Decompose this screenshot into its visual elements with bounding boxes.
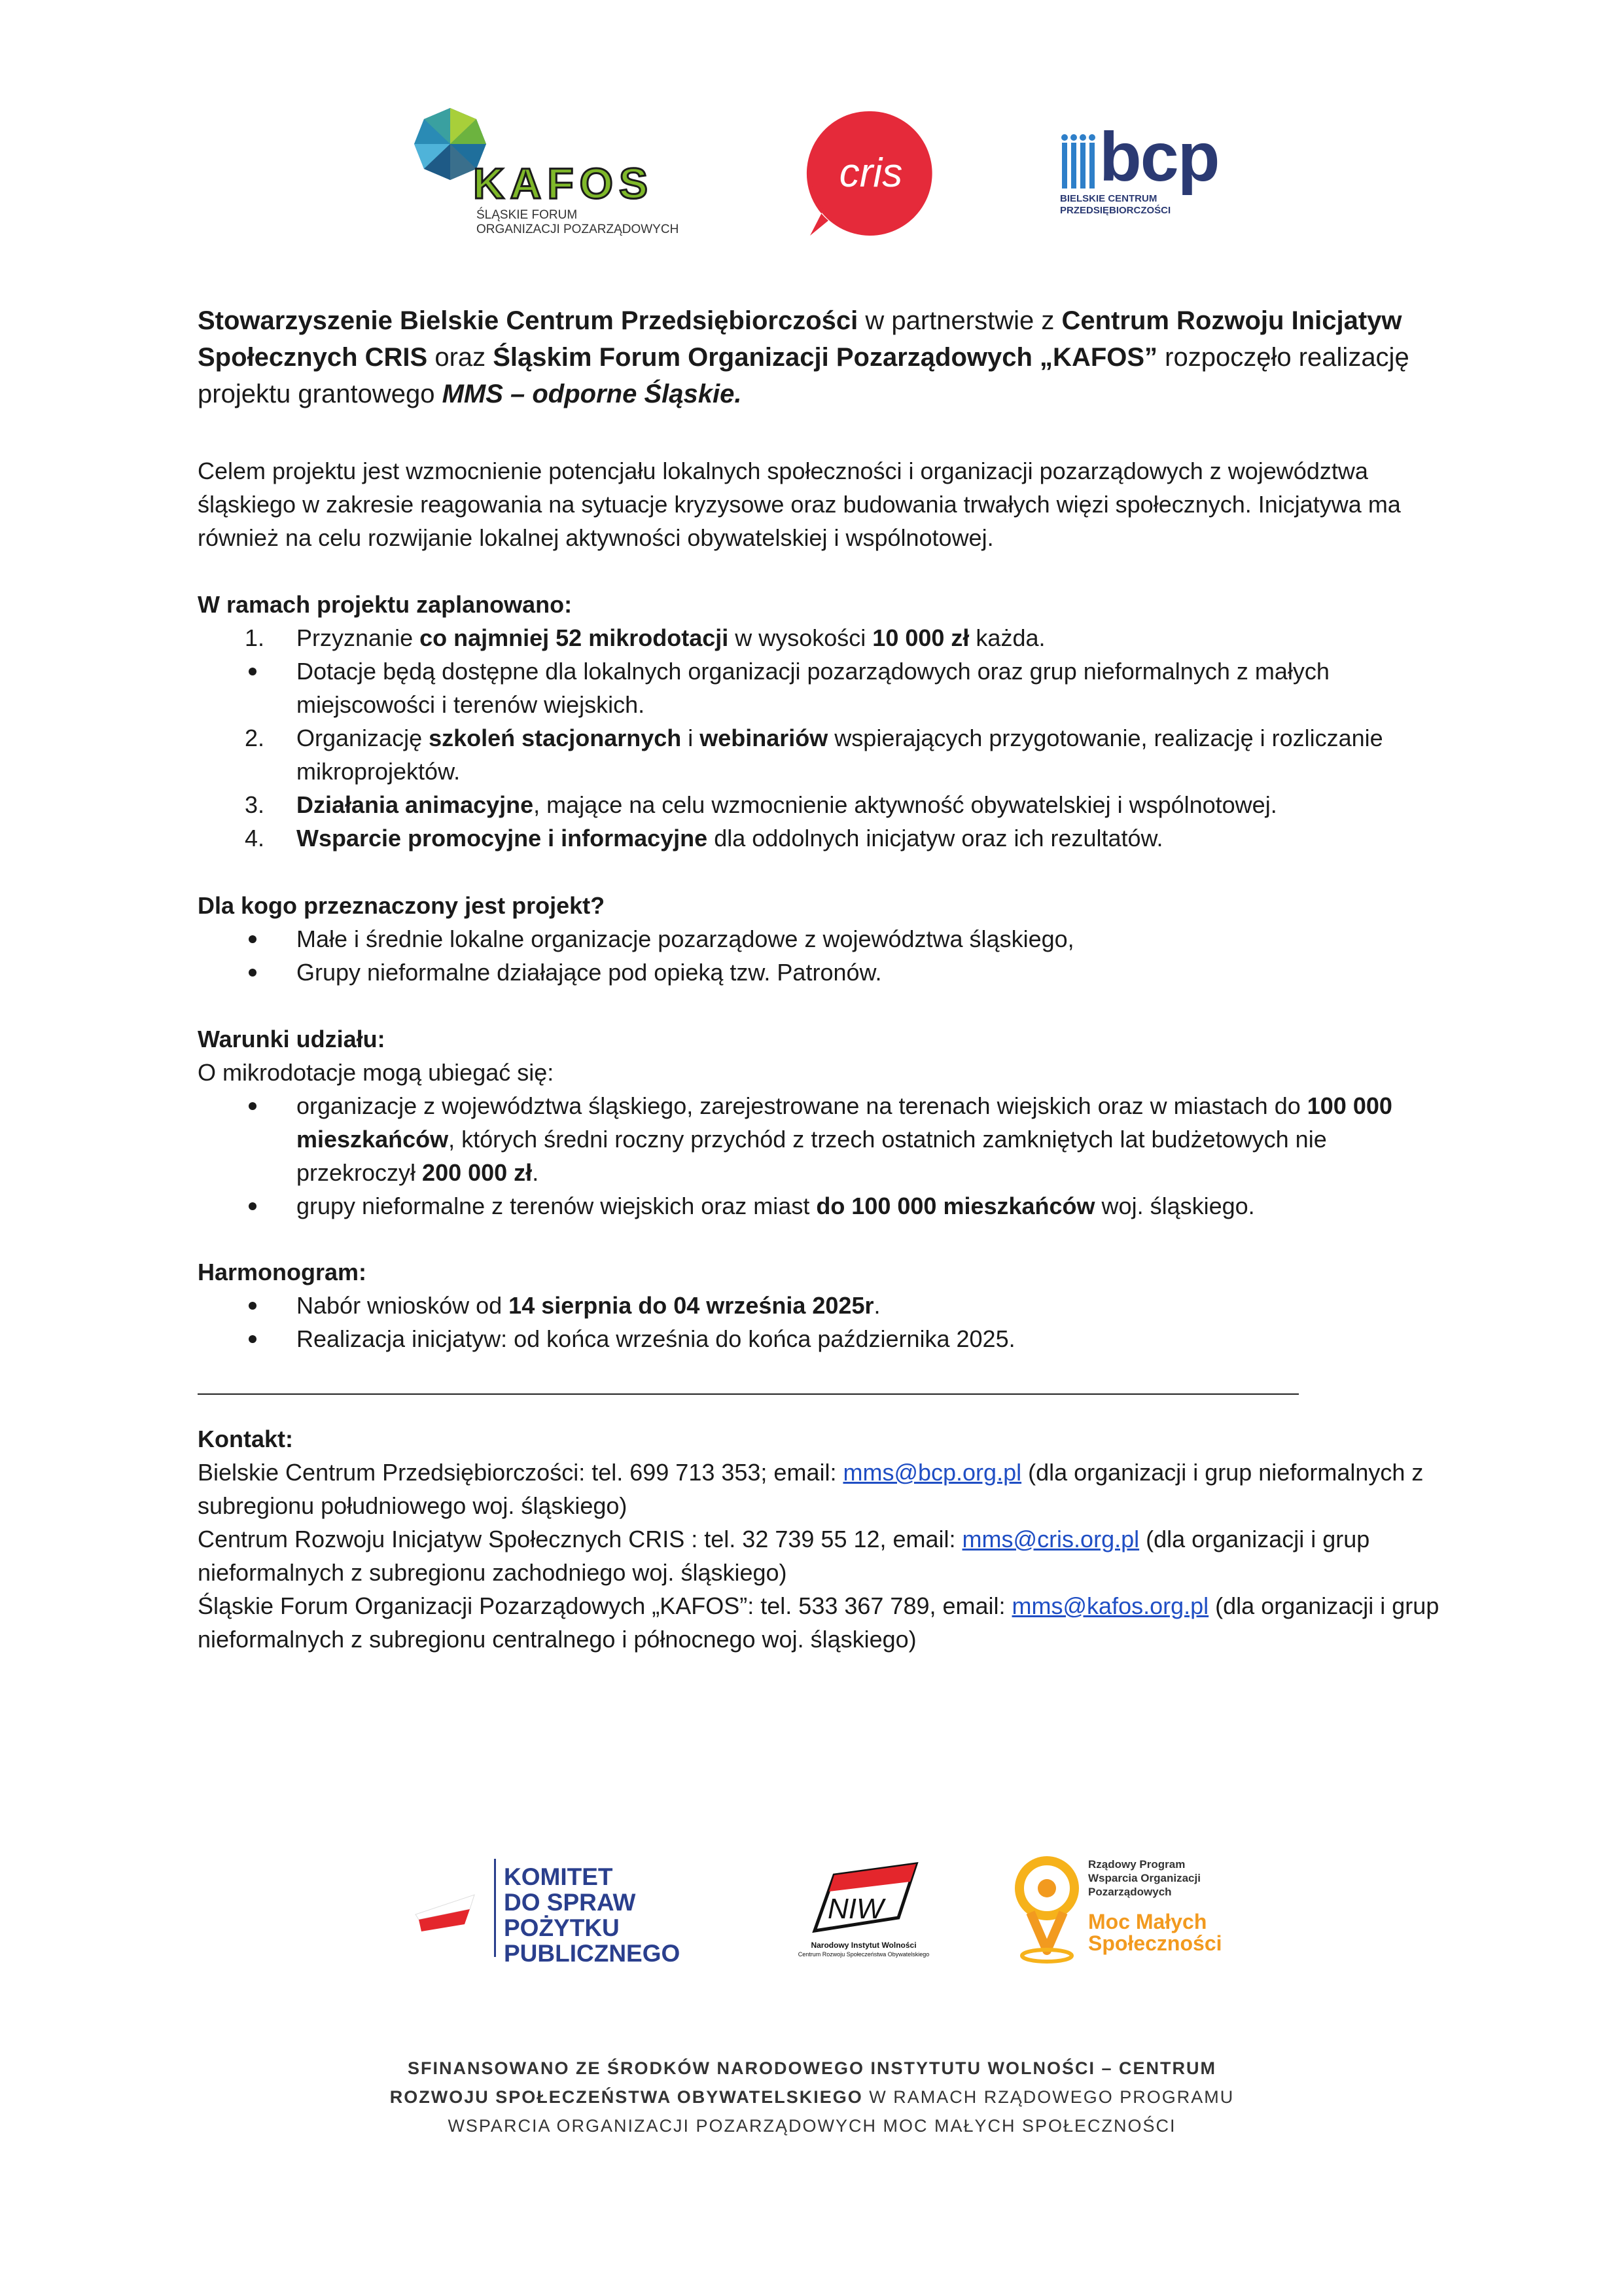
conditions-lead xyxy=(198,1056,1441,1089)
item-text: i xyxy=(681,725,700,751)
kafos-logo xyxy=(411,98,699,249)
planned-heading xyxy=(198,588,1441,621)
moc-pin-icon xyxy=(1011,1852,1083,1964)
org-bcp-name: Stowarzyszenie Bielskie Centrum Przedsiębiorczości xyxy=(198,306,858,335)
intro-text-2: oraz xyxy=(427,343,493,372)
kafos-subtitle xyxy=(476,208,679,237)
moc-big-line: Społeczności xyxy=(1088,1931,1222,1955)
funding-text: W RAMACH RZĄDOWEGO PROGRAMU xyxy=(862,2087,1235,2107)
contact-text: (dla organizacji i grup nieformalnych z subregionu zachodniego woj. śląskiego) xyxy=(198,1526,1370,1586)
kafos-subtitle-line-1: ŚLĄSKIE FORUM xyxy=(476,208,578,222)
item-text: Przyznanie xyxy=(296,624,420,651)
list-item xyxy=(198,721,1441,788)
contact-text: (dla organizacji i grup nieformalnych z subregionu południowego woj. śląskiego) xyxy=(198,1459,1424,1519)
item-text: . xyxy=(874,1292,881,1319)
cris-logo xyxy=(802,108,940,239)
item-text: Grupy nieformalne działające pod opieką tzw. Patronów. xyxy=(296,959,882,986)
bullet-icon xyxy=(249,668,256,675)
niw-subtitle-line-1: Narodowy Instytut Wolności xyxy=(811,1941,917,1950)
niw-logo xyxy=(788,1852,939,1970)
schedule-heading-text: Harmonogram: xyxy=(198,1259,367,1285)
planned-heading-text: W ramach projektu zaplanowano: xyxy=(198,591,573,618)
bullet-icon xyxy=(249,1102,256,1110)
item-bold: szkoleń stacjonarnych xyxy=(429,725,682,751)
moc-wordmark xyxy=(1088,1911,1222,1954)
planned-list xyxy=(198,621,1441,855)
item-text: . xyxy=(532,1159,539,1186)
komitet-logo xyxy=(412,1852,713,1967)
bcp-logo xyxy=(1060,118,1219,232)
komitet-divider xyxy=(494,1859,496,1957)
list-marker: 2. xyxy=(245,725,265,751)
moc-program-label xyxy=(1088,1857,1201,1899)
intro-text-1: w partnerstwie z xyxy=(858,306,1062,335)
contact-heading xyxy=(198,1422,1441,1456)
item-bold: 200 000 zł xyxy=(422,1159,533,1186)
niw-subtitle xyxy=(788,1941,939,1959)
list-item xyxy=(198,1322,1441,1355)
item-text: organizacje z województwa śląskiego, zarejestrowane na terenach wiejskich oraz w miastach do xyxy=(296,1092,1307,1119)
contact-heading-text: Kontakt: xyxy=(198,1426,293,1452)
polish-flag-icon xyxy=(412,1888,484,1941)
section-divider xyxy=(198,1393,1299,1395)
komitet-line: PUBLICZNEGO xyxy=(504,1940,680,1967)
list-item xyxy=(198,655,1441,721)
item-text: Dotacje będą dostępne dla lokalnych organizacji pozarządowych oraz grup nieformalnych z małych miejscowości i terenów wiejskich. xyxy=(296,658,1330,718)
schedule-heading xyxy=(198,1255,1441,1289)
email-link-kafos[interactable]: mms@kafos.org.pl xyxy=(1012,1592,1209,1619)
bullet-icon xyxy=(249,1335,256,1343)
intro-text-3: rozpoczęło realizację projektu grantowego xyxy=(198,343,1409,408)
audience-heading xyxy=(198,889,1441,922)
list-item xyxy=(198,821,1441,855)
item-text: każda. xyxy=(969,624,1046,651)
goal-text: Celem projektu jest wzmocnienie potencjału lokalnych społeczności i organizacji pozarządowych z województwa śląskiego w zakresie reagowania na sytuacje kryzysowe oraz budowania trwałych więzi społecznych. Inicjatywa ma również na celu rozwijanie lokalnej aktywności obywatelskiej i wspólnotowej. xyxy=(198,457,1401,551)
item-bold: 10 000 zł xyxy=(872,624,970,651)
item-bold: co najmniej 52 mikrodotacji xyxy=(419,624,729,651)
moc-big-line: Moc Małych xyxy=(1088,1910,1207,1933)
list-item xyxy=(198,1189,1441,1223)
item-bold: 14 sierpnia do 04 września 2025r xyxy=(508,1292,874,1319)
contact-text: Śląskie Forum Organizacji Pozarządowych „KAFOS”: tel. 533 367 789, email: xyxy=(198,1592,1012,1619)
bcp-people-icon xyxy=(1060,132,1099,191)
list-item xyxy=(198,956,1441,989)
item-bold: 100 000 mieszkańców xyxy=(296,1092,1392,1153)
conditions-heading xyxy=(198,1022,1441,1056)
item-bold: do 100 000 mieszkańców xyxy=(816,1193,1095,1219)
schedule-list xyxy=(198,1289,1441,1355)
item-text: , których średni roczny przychód z trzech ostatnich zamkniętych lat budżetowych nie przekroczył xyxy=(296,1126,1327,1186)
moc-malych-logo xyxy=(1011,1852,1233,1970)
moc-small-line: Wsparcia Organizacji xyxy=(1088,1872,1201,1884)
item-text: Realizacja inicjatyw: od końca września do końca października 2025. xyxy=(296,1325,1015,1352)
contact-cris xyxy=(198,1522,1441,1589)
funding-note xyxy=(366,2054,1258,2140)
moc-small-line: Pozarządowych xyxy=(1088,1886,1172,1898)
moc-small-line: Rządowy Program xyxy=(1088,1858,1186,1871)
contact-kafos xyxy=(198,1589,1441,1656)
list-item xyxy=(198,1289,1441,1322)
funding-line-3 xyxy=(366,2111,1258,2140)
funding-line-1 xyxy=(366,2054,1258,2083)
funding-bold: SFINANSOWANO ZE ŚRODKÓW NARODOWEGO INSTYTUTU WOLNOŚCI – CENTRUM xyxy=(408,2058,1216,2078)
list-marker: 1. xyxy=(245,624,265,651)
contact-text: Centrum Rozwoju Inicjatyw Społecznych CRIS : tel. 32 739 55 12, email: xyxy=(198,1526,962,1552)
item-text: dla oddolnych inicjatyw oraz ich rezultatów. xyxy=(707,825,1163,852)
org-cris-name: Centrum Rozwoju Inicjatyw Społecznych CRIS xyxy=(198,306,1402,372)
niw-wordmark: NIW xyxy=(828,1893,884,1925)
funding-line-2 xyxy=(366,2083,1258,2111)
email-link-bcp[interactable]: mms@bcp.org.pl xyxy=(843,1459,1022,1486)
list-item xyxy=(198,788,1441,821)
funding-text: WSPARCIA ORGANIZACJI POZARZĄDOWYCH MOC MAŁYCH SPOŁECZNOŚCI xyxy=(448,2116,1176,2136)
org-kafos-name: Śląskim Forum Organizacji Pozarządowych „KAFOS” xyxy=(493,343,1158,372)
niw-subtitle-line-2: Centrum Rozwoju Społeczeństwa Obywatelskiego xyxy=(798,1951,930,1958)
bullet-icon xyxy=(249,935,256,943)
kafos-wordmark: KAFOS xyxy=(473,159,654,207)
bullet-icon xyxy=(249,1202,256,1210)
komitet-line: DO SPRAW xyxy=(504,1889,636,1916)
audience-heading-text: Dla kogo przeznaczony jest projekt? xyxy=(198,892,605,919)
conditions-lead-text: O mikrodotacje mogą ubiegać się: xyxy=(198,1059,554,1086)
komitet-line: POŻYTKU xyxy=(504,1914,620,1941)
item-bold: Działania animacyjne xyxy=(296,791,534,818)
bcp-subtitle xyxy=(1060,193,1171,217)
conditions-list xyxy=(198,1089,1441,1223)
cris-wordmark: cris xyxy=(839,151,903,196)
project-name: MMS – odporne Śląskie. xyxy=(442,380,742,408)
contact-block xyxy=(198,1456,1441,1656)
list-item xyxy=(198,621,1441,655)
email-link-cris[interactable]: mms@cris.org.pl xyxy=(962,1526,1140,1552)
bullet-icon xyxy=(249,969,256,977)
item-text: Małe i średnie lokalne organizacje pozarządowe z województwa śląskiego, xyxy=(296,925,1074,952)
item-text: w wysokości xyxy=(728,624,873,651)
intro-paragraph xyxy=(198,302,1441,412)
list-item xyxy=(198,922,1441,956)
bcp-subtitle-line-1: BIELSKIE CENTRUM xyxy=(1060,193,1157,204)
funding-bold: ROZWOJU SPOŁECZEŃSTWA OBYWATELSKIEGO xyxy=(389,2087,863,2107)
item-text: grupy nieformalne z terenów wiejskich oraz miast xyxy=(296,1193,817,1219)
komitet-wordmark xyxy=(504,1864,680,1966)
komitet-line: KOMITET xyxy=(504,1863,613,1890)
contact-text: (dla organizacji i grup nieformalnych z subregionu centralnego i północnego woj. śląskiego) xyxy=(198,1592,1439,1653)
item-bold: webinariów xyxy=(699,725,828,751)
list-marker: 4. xyxy=(245,825,265,852)
list-item xyxy=(198,1089,1441,1189)
contact-text: Bielskie Centrum Przedsiębiorczości: tel. 699 713 353; email: xyxy=(198,1459,843,1486)
bcp-subtitle-line-2: PRZEDSIĘBIORCZOŚCI xyxy=(1060,205,1171,216)
audience-list xyxy=(198,922,1441,989)
item-bold: Wsparcie promocyjne i informacyjne xyxy=(296,825,708,852)
item-text: Nabór wniosków od xyxy=(296,1292,509,1319)
item-text: , mające na celu wzmocnienie aktywność obywatelskiej i wspólnotowej. xyxy=(533,791,1277,818)
contact-bcp xyxy=(198,1456,1441,1522)
item-text: woj. śląskiego. xyxy=(1095,1193,1255,1219)
conditions-heading-text: Warunki udziału: xyxy=(198,1026,385,1052)
list-marker: 3. xyxy=(245,791,265,818)
kafos-subtitle-line-2: ORGANIZACJI POZARZĄDOWYCH xyxy=(476,223,679,236)
bcp-wordmark: bcp xyxy=(1099,118,1219,196)
item-text: Organizację xyxy=(296,725,429,751)
bullet-icon xyxy=(249,1302,256,1310)
item-text: wspierających przygotowanie, realizację i rozliczanie mikroprojektów. xyxy=(296,725,1383,785)
goal-paragraph xyxy=(198,454,1441,554)
